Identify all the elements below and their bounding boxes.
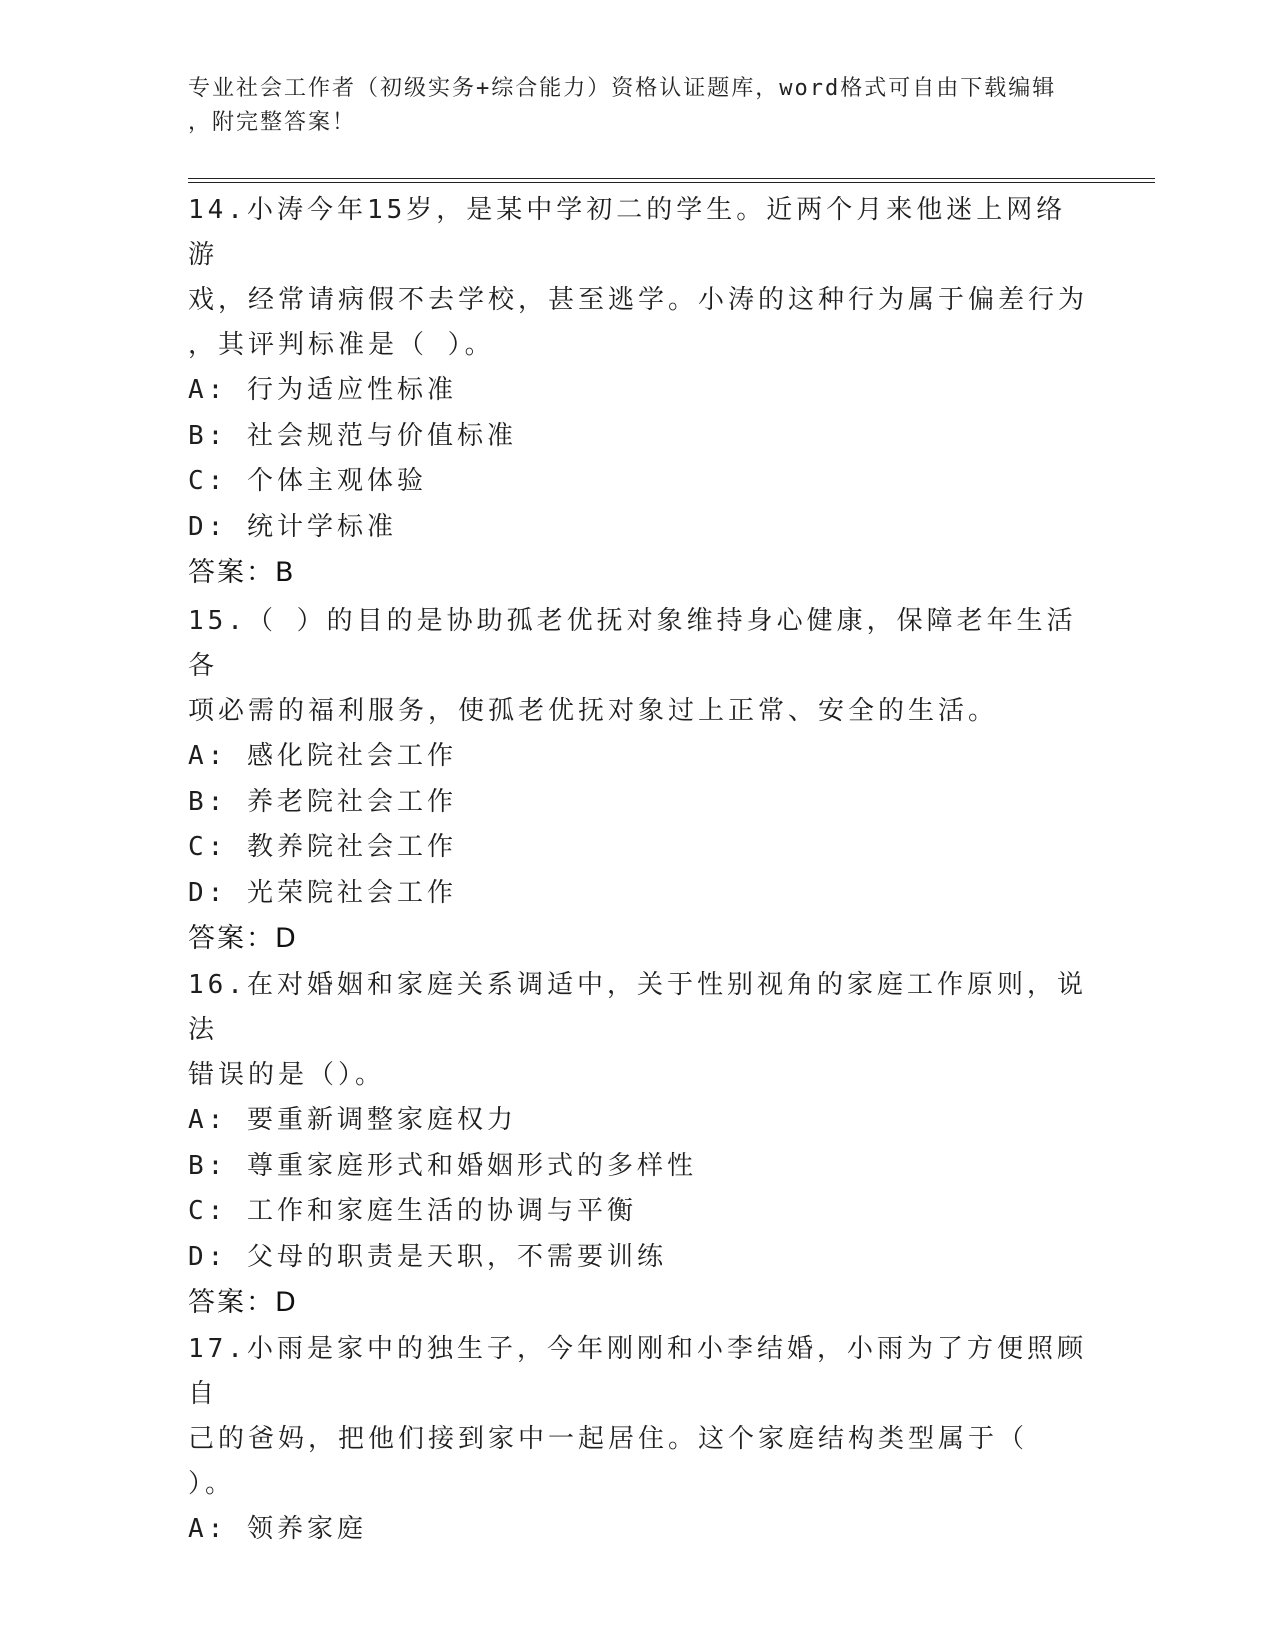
option-d: D: 光荣院社会工作: [188, 877, 457, 908]
option-b: B: 尊重家庭形式和婚姻形式的多样性: [188, 1150, 697, 1181]
header-line-2: ，附完整答案！: [188, 110, 357, 135]
header-double-rule: [188, 178, 1155, 183]
question-stem-line: 戏，经常请病假不去学校，甚至逃学。小涛的这种行为属于偏差行为: [188, 285, 1089, 315]
option-c: C: 工作和家庭生活的协调与平衡: [188, 1196, 637, 1226]
header-line-1: 专业社会工作者（初级实务+综合能力）资格认证题库，word格式可自由下载编辑: [188, 76, 1057, 101]
question-14: [188, 188, 1088, 596]
option-a: A: 行为适应性标准: [188, 375, 457, 405]
answer-label: 答案：D: [188, 923, 298, 954]
option-b: B: 社会规范与价值标准: [188, 420, 517, 451]
option-a: A: 要重新调整家庭权力: [188, 1105, 517, 1135]
question-stem-line: ，其评判标准是（ ）。: [188, 330, 495, 360]
question-stem-line: 16.在对婚姻和家庭关系调适中，关于性别视角的家庭工作原则，说法: [188, 970, 1087, 1045]
question-stem-line: 17.小雨是家中的独生子，今年刚刚和小李结婚，小雨为了方便照顾自: [188, 1334, 1087, 1409]
option-b: B: 养老院社会工作: [188, 786, 457, 817]
question-stem-line: 己的爸妈，把他们接到家中一起居住。这个家庭结构类型属于（ ）。: [188, 1424, 1029, 1499]
question-16: [188, 963, 1088, 1326]
question-15: [188, 599, 1088, 962]
question-stem-line: 14.小涛今年15岁，是某中学初二的学生。近两个月来他迷上网络游: [188, 195, 1067, 270]
question-stem-line: 15.（ ）的目的是协助孤老优抚对象维持身心健康，保障老年生活各: [188, 606, 1077, 681]
question-17: [188, 1327, 1088, 1553]
option-d: D: 统计学标准: [188, 511, 397, 542]
option-c: C: 教养院社会工作: [188, 832, 457, 862]
option-c: C: 个体主观体验: [188, 466, 427, 496]
question-stem-line: 项必需的福利服务，使孤老优抚对象过上正常、安全的生活。: [188, 696, 999, 726]
option-d: D: 父母的职责是天职，不需要训练: [188, 1241, 667, 1272]
document-header: [188, 72, 1088, 140]
question-stem-line: 错误的是（）。: [188, 1060, 386, 1090]
option-a: A: 感化院社会工作: [188, 741, 457, 771]
option-a: A: 领养家庭: [188, 1514, 367, 1544]
answer-label: 答案：B: [188, 557, 296, 588]
answer-label: 答案：D: [188, 1287, 298, 1318]
